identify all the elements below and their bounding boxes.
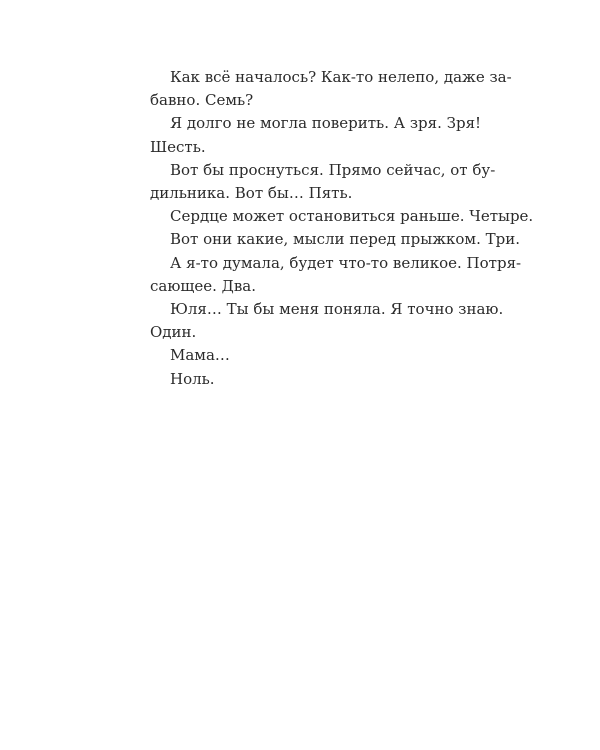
text-line: Один. bbox=[150, 323, 197, 342]
text-line: Мама… bbox=[170, 346, 230, 365]
text-line: дильника. Вот бы… Пять. bbox=[150, 184, 353, 203]
paragraph bbox=[130, 66, 512, 112]
paragraph bbox=[130, 228, 520, 251]
text-line: бавно. Семь? bbox=[150, 91, 254, 110]
text-line: А я-то думала, будет что-то великое. Потря- bbox=[170, 253, 522, 272]
paragraph bbox=[130, 344, 470, 367]
paragraph bbox=[130, 112, 482, 158]
paragraph bbox=[130, 252, 522, 298]
paragraph bbox=[130, 368, 470, 391]
text-line: сающее. Два. bbox=[150, 276, 256, 295]
text-line: Вот они какие, мысли перед прыжком. Три. bbox=[170, 230, 520, 249]
text-line: Я долго не могла поверить. А зря. Зря! bbox=[170, 114, 482, 133]
text-line: Юля… Ты бы меня поняла. Я точно знаю. bbox=[170, 300, 504, 319]
text-line: Ноль. bbox=[170, 369, 215, 388]
paragraph bbox=[130, 298, 504, 344]
text-line: Как всё началось? Как-то нелепо, даже за- bbox=[170, 68, 512, 86]
text-line: Сердце может остановиться раньше. Четыре. bbox=[170, 207, 534, 226]
text-line: Вот бы проснуться. Прямо сейчас, от бу- bbox=[170, 160, 496, 179]
paragraph bbox=[130, 205, 534, 228]
paragraph bbox=[130, 159, 496, 205]
text-block bbox=[130, 66, 534, 391]
text-line: Шесть. bbox=[150, 137, 206, 156]
